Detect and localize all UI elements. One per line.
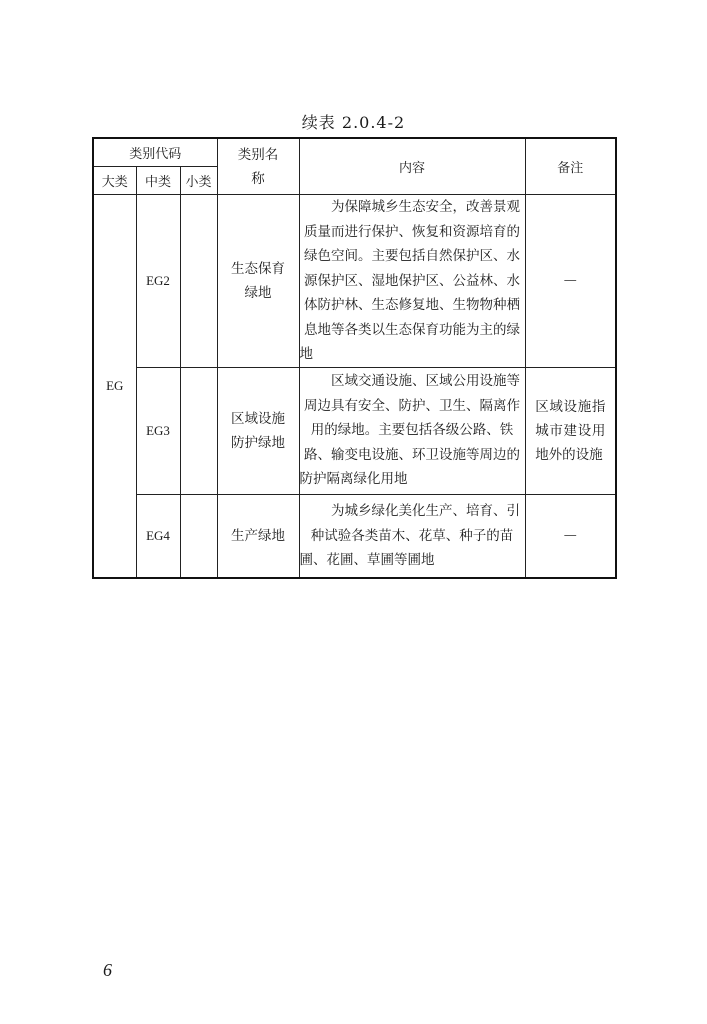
remarks-cell: —: [525, 494, 616, 578]
remarks-text: 区域设施指城市建设用地外的设施: [535, 398, 606, 463]
content-cell: 区域交通设施、区域公用设施等周边具有安全、防护、卫生、隔离作用的绿地。主要包括各级公路、铁路、输变电设施、环卫设施等周边的防护隔离绿化用地: [299, 367, 525, 494]
page-number: 6: [103, 960, 112, 980]
category-name-cell: [217, 195, 299, 368]
major-code-cell: EG: [93, 195, 136, 579]
remarks-cell: [525, 367, 616, 494]
category-name-cell: [217, 367, 299, 494]
header-category-name-text: 类别名称: [237, 146, 279, 187]
land-classification-table: [92, 137, 617, 579]
header-medium: 中类: [136, 167, 180, 195]
table-row: [93, 367, 616, 494]
header-content: 内容: [299, 138, 525, 195]
medium-code-cell: EG4: [136, 494, 180, 578]
content-cell: 为保障城乡生态安全，改善景观质量而进行保护、恢复和资源培育的绿色空间。主要包括自然保护区、水源保护区、湿地保护区、公益林、水体防护林、生态修复地、生物物种栖息地等各类以生态保育功能为主的绿地: [299, 195, 525, 368]
minor-code-cell: [180, 367, 217, 494]
category-name-text: 生态保育绿地: [231, 260, 286, 301]
minor-code-cell: [180, 494, 217, 578]
header-category-name: [217, 138, 299, 195]
header-category-code: 类别代码: [93, 138, 217, 167]
content-cell: 为城乡绿化美化生产、培育、引种试验各类苗木、花草、种子的苗圃、花圃、草圃等圃地: [299, 494, 525, 578]
category-name-text: 区域设施防护绿地: [231, 410, 286, 451]
header-major: 大类: [93, 167, 136, 195]
header-remarks: 备注: [525, 138, 616, 195]
medium-code-cell: EG3: [136, 367, 180, 494]
remarks-cell: —: [525, 195, 616, 368]
table-row: [93, 494, 616, 578]
minor-code-cell: [180, 195, 217, 368]
medium-code-cell: EG2: [136, 195, 180, 368]
header-minor: 小类: [180, 167, 217, 195]
table-row: [93, 195, 616, 368]
category-name-cell: 生产绿地: [217, 494, 299, 578]
table-caption: 续表 2.0.4-2: [301, 113, 406, 132]
